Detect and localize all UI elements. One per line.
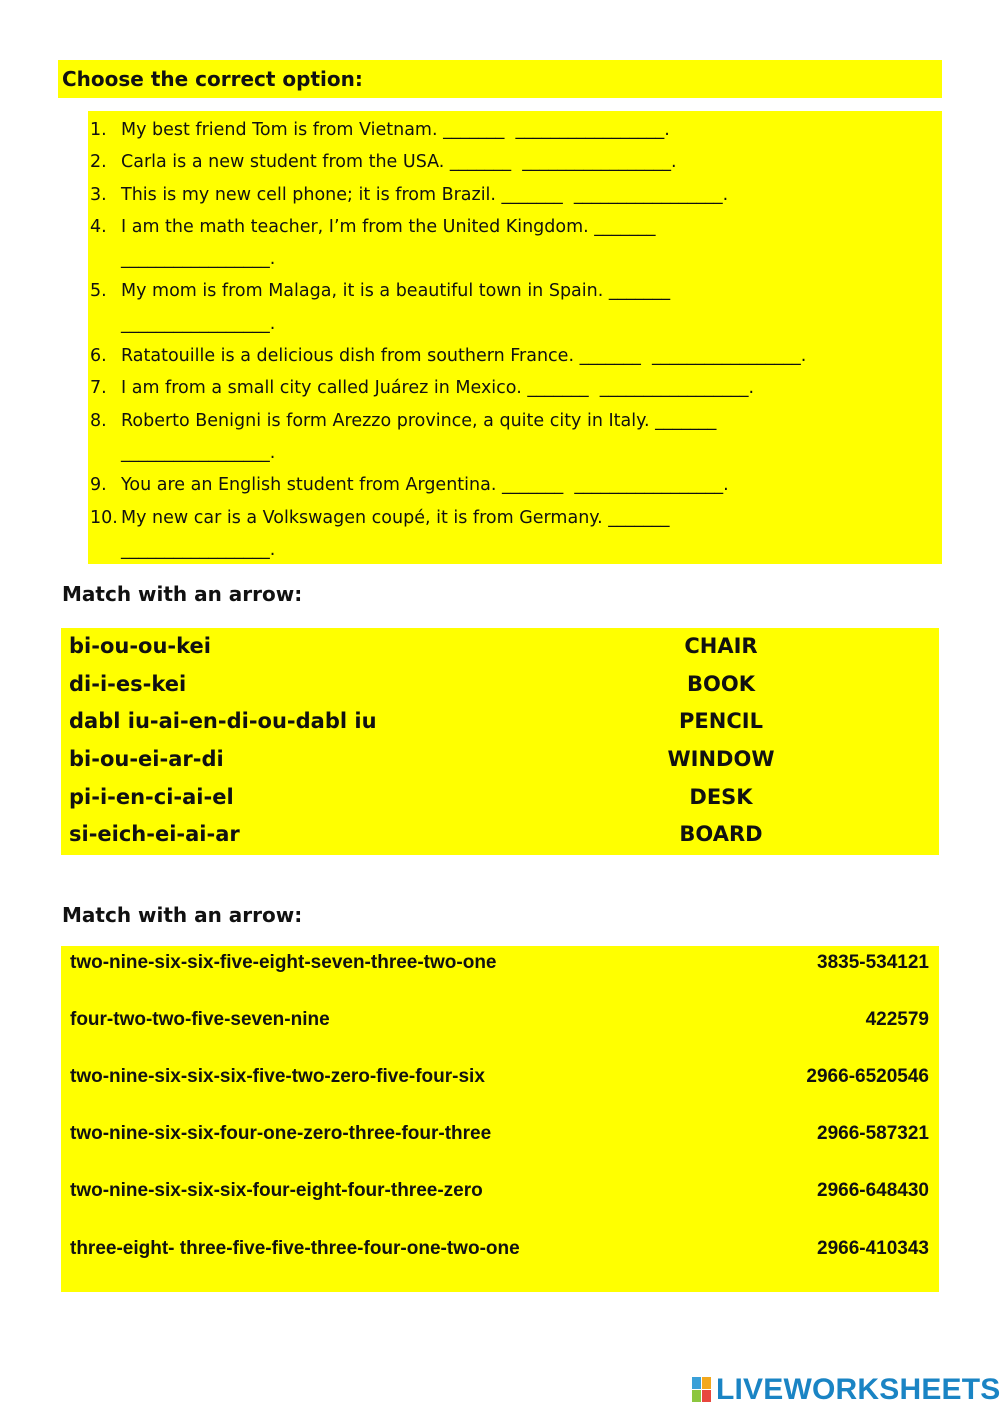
- section-2-title: Match with an arrow:: [62, 582, 303, 606]
- question-text: You are an English student from Argentina. _______ _________________.: [121, 475, 729, 496]
- question-item: [88, 146, 942, 178]
- question-text: My mom is from Malaga, it is a beautiful town in Spain. _______ _________________.: [121, 281, 671, 334]
- question-number: 7.: [90, 378, 107, 399]
- number-row: [61, 1119, 939, 1149]
- question-item: [88, 469, 942, 501]
- word-text: BOARD: [679, 822, 763, 847]
- number-row: [61, 1062, 939, 1092]
- match-row: [61, 628, 939, 666]
- number-digits: 2966-410343: [817, 1238, 929, 1259]
- word-text: BOOK: [687, 671, 755, 696]
- question-item: [88, 502, 942, 567]
- liveworksheets-logo[interactable]: [692, 1374, 1000, 1406]
- word-text: CHAIR: [684, 634, 758, 658]
- question-number: 4.: [90, 216, 107, 237]
- spelling-text: bi-ou-ei-ar-di: [69, 747, 224, 772]
- match-row: [61, 779, 939, 817]
- spelling-text: pi-i-en-ci-ai-el: [69, 784, 234, 809]
- questions-list: [88, 111, 942, 566]
- number-row: [61, 1176, 939, 1206]
- number-words: two-nine-six-six-six-four-eight-four-three-zero: [70, 1180, 483, 1201]
- question-number: 1.: [90, 120, 107, 140]
- questions-box: [88, 111, 942, 564]
- liveworksheets-logo-icon: [692, 1377, 712, 1403]
- number-words: two-nine-six-six-five-eight-seven-three-two-one: [70, 952, 497, 973]
- number-digits: 2966-6520546: [806, 1066, 929, 1087]
- number-digits: 422579: [865, 1009, 929, 1030]
- question-number: 5.: [90, 281, 107, 302]
- question-text: My best friend Tom is from Vietnam. _______ _________________.: [121, 120, 670, 140]
- number-words: four-two-two-five-seven-nine: [70, 1009, 330, 1030]
- spelling-text: bi-ou-ou-kei: [69, 634, 211, 658]
- question-text: This is my new cell phone; it is from Brazil. _______ _________________.: [121, 184, 729, 205]
- question-item: [88, 114, 942, 146]
- question-text: Carla is a new student from the USA. _______ _________________.: [121, 152, 677, 173]
- question-number: 2.: [90, 152, 107, 173]
- number-row: [61, 948, 939, 978]
- question-text: Ratatouille is a delicious dish from southern France. _______ _________________.: [121, 346, 807, 367]
- question-number: 8.: [90, 410, 107, 431]
- word-text: WINDOW: [667, 747, 775, 772]
- match-row: [61, 666, 939, 704]
- section-1-title: Choose the correct option:: [58, 60, 942, 98]
- match-row: [61, 816, 939, 854]
- question-number: 3.: [90, 184, 107, 205]
- word-text: PENCIL: [679, 709, 763, 734]
- number-words: two-nine-six-six-four-one-zero-three-four-three: [70, 1123, 492, 1144]
- question-number: 6.: [90, 346, 107, 367]
- question-item: [88, 179, 942, 211]
- question-number: 9.: [90, 475, 107, 496]
- spelling-text: dabl iu-ai-en-di-ou-dabl iu: [69, 709, 377, 734]
- question-item: [88, 405, 942, 470]
- spelling-text: si-eich-ei-ai-ar: [69, 822, 240, 847]
- number-digits: 2966-587321: [817, 1123, 929, 1144]
- question-text: My new car is a Volkswagen coupé, it is from Germany. _______ _________________.: [121, 507, 670, 560]
- number-digits: 3835-534121: [817, 952, 929, 973]
- question-item: [88, 372, 942, 404]
- number-words: three-eight- three-five-five-three-four-one-two-one: [70, 1238, 520, 1259]
- spelling-text: di-i-es-kei: [69, 671, 187, 696]
- question-number: 10.: [90, 507, 118, 528]
- match-row: [61, 741, 939, 779]
- spelling-match-box: [61, 628, 939, 855]
- liveworksheets-brand: LIVEWORKSHEETS: [716, 1373, 1000, 1406]
- question-text: Roberto Benigni is form Arezzo province, a quite city in Italy. _______ _________________.: [121, 410, 717, 463]
- number-row: [61, 1005, 939, 1035]
- number-row: [61, 1234, 939, 1264]
- number-match-box: [61, 946, 939, 1292]
- number-digits: 2966-648430: [817, 1180, 929, 1201]
- match-row: [61, 703, 939, 741]
- question-text: I am from a small city called Juárez in Mexico. _______ _________________.: [121, 378, 755, 399]
- question-item: [88, 211, 942, 276]
- word-text: DESK: [689, 784, 753, 809]
- question-item: [88, 340, 942, 372]
- section-3-title: Match with an arrow:: [62, 903, 303, 927]
- number-words: two-nine-six-six-six-five-two-zero-five-four-six: [70, 1066, 485, 1087]
- question-item: [88, 275, 942, 340]
- question-text: I am the math teacher, I’m from the United Kingdom. _______ _________________.: [121, 216, 656, 270]
